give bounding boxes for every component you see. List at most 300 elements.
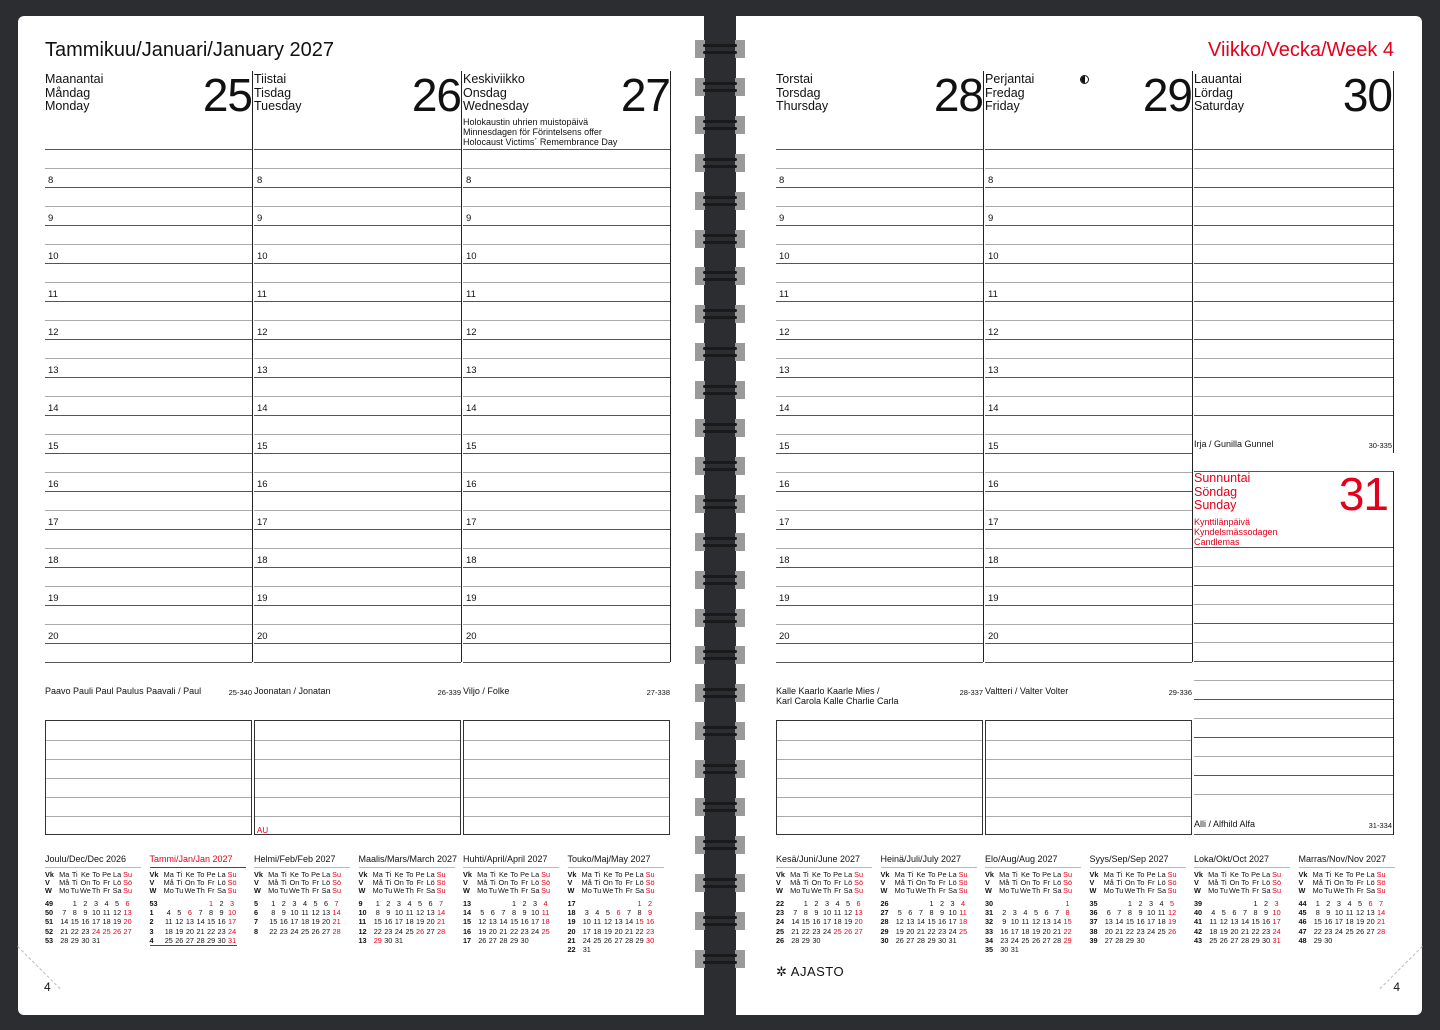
date-cell [645, 945, 656, 954]
day-column [463, 16, 672, 856]
date-cell: 28 [196, 935, 205, 945]
weekday-label: Sö [541, 878, 551, 887]
weekday-label: To [927, 878, 936, 887]
day-code: 31-334 [1368, 821, 1392, 830]
half-hour-line [1194, 756, 1393, 757]
date-cell [1146, 936, 1157, 945]
weekday-label: Fr [312, 878, 320, 887]
hour-line [985, 301, 1192, 302]
week-label: V [776, 878, 781, 887]
weekday-label: To [510, 870, 518, 879]
hour-label: 19 [988, 593, 999, 604]
holiday-note [1194, 517, 1278, 547]
day-name-line: Tisdag [254, 85, 292, 100]
date-cell: 29 [70, 935, 79, 945]
half-hour-line [776, 624, 983, 625]
hour-label: 18 [257, 555, 268, 566]
date-cell: 29 [373, 935, 382, 945]
hour-label: 11 [48, 289, 58, 300]
weekday-label: Ke [80, 870, 90, 879]
weekday-label: Sa [1261, 886, 1271, 895]
week-row [254, 908, 342, 917]
week-label: Vk [254, 870, 263, 879]
date-cell: 15 [1063, 917, 1072, 927]
date-cell: 12 [478, 917, 487, 927]
date-cell: 26 [895, 935, 904, 945]
ring-wire [703, 537, 737, 540]
holiday-line: Kyndelsmässodagen [1194, 527, 1278, 537]
day-name-line: Perjantai [985, 72, 1035, 86]
weekday-label: Su [1376, 886, 1386, 895]
weekday-label: Tu [384, 886, 393, 895]
hour-line [45, 263, 252, 264]
weekday-label: Fr [625, 878, 633, 887]
weekday-label: On [1020, 878, 1031, 887]
weekday-label: We [498, 886, 509, 895]
half-hour-line [776, 168, 983, 169]
half-hour-line [776, 586, 983, 587]
mini-calendar-grid [881, 871, 969, 945]
weekday-label: Tu [593, 886, 602, 895]
week-row [1090, 936, 1178, 945]
week-title: Viikko/Vecka/Week 4 [1207, 39, 1394, 61]
hour-label: 10 [779, 251, 790, 262]
date-cell [530, 936, 541, 945]
day-column [776, 16, 985, 856]
date-cell [603, 899, 614, 908]
half-hour-line [45, 548, 252, 549]
weekday-label: To [1136, 878, 1145, 887]
spiral-ring [695, 571, 745, 589]
half-hour-line [254, 282, 461, 283]
day-name-line: Sunday [1194, 498, 1237, 512]
date-cell: 24 [394, 926, 403, 936]
ring-wire [703, 241, 737, 244]
name-day-line: Viljo / Folke [463, 686, 510, 696]
mini-calendar-title: Elo/Aug/Aug 2027 [985, 854, 1081, 868]
day-name-line: Lördag [1194, 85, 1233, 100]
right-page [736, 16, 1422, 1015]
ring-hole-left [695, 267, 705, 285]
half-hour-line [776, 320, 983, 321]
hour-line [463, 491, 670, 492]
date-cell [1031, 899, 1042, 908]
date-cell [436, 936, 447, 945]
date-cell [958, 936, 969, 945]
weekday-label: Ke [1229, 870, 1239, 879]
hour-label: 13 [988, 365, 999, 376]
hour-label: 9 [466, 213, 472, 224]
date-cell [404, 936, 415, 945]
weekday-label: Sa [321, 886, 331, 895]
date-cell: 9 [522, 908, 527, 918]
date-cell: 25 [1021, 935, 1030, 945]
weekday-label: Lö [1262, 878, 1271, 887]
ring-hole-right [735, 40, 745, 58]
hour-line [776, 301, 983, 302]
date-cell: 7 [1379, 899, 1384, 908]
weekday-label: Ti [489, 870, 496, 879]
week-label: W [254, 886, 261, 895]
date-cell: 23 [81, 926, 90, 936]
date-cell: 27 [1366, 926, 1375, 936]
date-cell: 9 [648, 908, 653, 918]
half-hour-line [45, 358, 252, 359]
week-label: Vk [45, 870, 54, 879]
weekday-label: Fr [625, 886, 633, 895]
ring-wire [703, 506, 737, 509]
weekday-label: To [1241, 878, 1249, 887]
date-cell: 29 [1125, 935, 1134, 945]
weekday-label: Ti [385, 878, 392, 887]
ring-wire [703, 234, 737, 237]
ring-wire [703, 657, 737, 660]
week-number: 45 [1298, 908, 1307, 918]
date-cell: 6 [1368, 899, 1373, 908]
weekday-label: Må [999, 878, 1010, 887]
mini-calendar-title: Marras/Nov/Nov 2027 [1299, 854, 1395, 868]
weekday-header-row [881, 887, 969, 895]
weekday-label: Th [405, 886, 414, 895]
date-cell: 1 [803, 899, 808, 908]
half-hour-line [1194, 642, 1393, 643]
page-corner-fold [17, 946, 60, 989]
week-number: 4 [150, 936, 164, 946]
hour-label: 19 [48, 593, 59, 604]
week-row [881, 917, 969, 926]
ring-wire [703, 44, 737, 47]
week-row [776, 927, 864, 936]
date-cell [540, 936, 551, 945]
date-cell: 18 [1209, 926, 1218, 936]
date-cell: 26 [416, 926, 425, 936]
date-cell: 25 [959, 926, 968, 936]
date-cell: 25 [405, 926, 414, 936]
hour-line [254, 225, 461, 226]
date-cell [1114, 899, 1125, 908]
half-hour-line [45, 472, 252, 473]
hour-line [254, 491, 461, 492]
hour-label: 15 [988, 441, 999, 452]
hour-line [463, 301, 670, 302]
date-cell: 3 [1274, 899, 1279, 908]
weekday-label: Sa [948, 886, 958, 895]
week-label: Vk [149, 870, 159, 879]
weekday-label: Må [59, 878, 70, 887]
name-days: Irja / Gunilla Gunnel [1194, 439, 1274, 449]
hour-label: 12 [48, 327, 59, 338]
weekday-label: Ma [372, 870, 383, 879]
weekday-label: To [196, 870, 205, 879]
weekday-label: Th [300, 886, 310, 895]
notes-line [986, 759, 1191, 760]
ring-wire [703, 165, 737, 168]
sunday-column [1194, 16, 1394, 856]
ring-hole-right [735, 305, 745, 323]
date-cell: 15 [269, 917, 278, 927]
week-number: 41 [1194, 917, 1203, 927]
date-cell: 19 [895, 926, 904, 936]
hour-label: 16 [988, 479, 999, 490]
date-cell: 23 [279, 926, 288, 936]
notes-box [985, 720, 1192, 835]
ring-wire [703, 51, 737, 54]
half-hour-line [45, 434, 252, 435]
date-cell: 6 [324, 899, 329, 908]
date-cell: 16 [812, 917, 821, 927]
date-cell: 15 [927, 917, 936, 927]
week-label: W [1089, 886, 1097, 895]
date-cell: 28 [1377, 926, 1386, 936]
date-cell: 13 [322, 908, 331, 918]
date-cell: 16 [217, 917, 226, 927]
date-cell: 22 [510, 926, 519, 936]
hour-label: 14 [466, 403, 477, 414]
half-hour-line [463, 548, 670, 549]
week-row [1090, 899, 1178, 908]
date-cell: 12 [416, 908, 425, 918]
hour-line [985, 567, 1192, 568]
weekday-label: Pe [1251, 870, 1261, 879]
weekday-label: Th [927, 886, 936, 895]
weekday-label: Ma [59, 870, 70, 879]
date-cell [1052, 899, 1063, 908]
date-cell: 16 [1262, 917, 1271, 927]
week-row [463, 899, 551, 908]
weekday-label: Pe [415, 870, 425, 879]
weekday-label: We [1229, 886, 1240, 895]
date-cell: 3 [94, 899, 99, 908]
hour-line [776, 605, 983, 606]
hour-line [985, 491, 1192, 492]
notes-line [777, 816, 982, 817]
weekday-label: Fr [103, 878, 111, 887]
hour-label: 15 [466, 441, 477, 452]
date-cell: 20 [488, 926, 497, 936]
half-hour-line [45, 206, 252, 207]
date-cell [613, 945, 624, 954]
date-cell: 17 [290, 917, 299, 927]
hour-label: 9 [988, 213, 994, 224]
weekday-label: Sö [1167, 878, 1177, 887]
day-code: 26-339 [437, 688, 461, 697]
week-number: 30 [985, 899, 994, 908]
half-hour-line [45, 282, 252, 283]
hour-line [463, 415, 670, 416]
ring-wire [703, 726, 737, 729]
week-number: 50 [45, 908, 54, 918]
date-cell: 7 [1055, 908, 1060, 918]
date-cell: 28 [332, 926, 341, 936]
date-cell [1240, 899, 1251, 908]
day-name [45, 73, 103, 114]
weekday-label: To [301, 878, 309, 887]
date-cell: 5 [897, 908, 902, 918]
weekday-label: To [927, 870, 936, 879]
date-cell: 14 [791, 917, 800, 927]
week-number: 9 [358, 899, 363, 908]
date-cell: 21 [196, 926, 205, 936]
ring-wire [703, 430, 737, 433]
ring-hole-right [735, 457, 745, 475]
weekday-label: We [1020, 886, 1031, 895]
date-cell: 7 [918, 908, 923, 918]
weekday-label: To [1345, 878, 1354, 887]
date-cell: 9 [1326, 908, 1331, 918]
date-cell: 18 [959, 917, 968, 927]
date-cell: 6 [125, 899, 130, 908]
mini-calendar-title: Huhti/April/April 2027 [463, 854, 559, 868]
date-cell: 6 [1044, 908, 1049, 918]
weekday-label: La [531, 870, 540, 879]
date-cell [624, 899, 635, 908]
date-cell: 29 [207, 935, 216, 945]
weekday-label: Tu [1219, 886, 1228, 895]
weekday-label: Su [645, 870, 655, 879]
day-name-line: Keskiviikko [463, 72, 525, 86]
date-cell: 27 [854, 926, 863, 936]
week-label: W [45, 886, 52, 895]
ring-hole-left [695, 343, 705, 361]
week-number: 11 [358, 917, 367, 927]
date-cell: 26 [603, 935, 612, 945]
week-row [1299, 908, 1387, 917]
day-name [463, 73, 529, 114]
spiral-ring [695, 950, 745, 968]
ring-wire [703, 385, 737, 388]
hour-label: 12 [988, 327, 999, 338]
date-cell: 5 [480, 908, 485, 918]
hour-label: 9 [257, 213, 263, 224]
date-cell: 17 [531, 917, 540, 927]
date-cell: 2 [940, 899, 945, 908]
weekday-label: Su [854, 870, 864, 879]
date-cell: 10 [290, 908, 299, 918]
weekday-label: Lö [1157, 878, 1166, 887]
date-cell: 10 [1334, 908, 1343, 918]
half-hour-line [254, 472, 461, 473]
weekday-label: To [614, 870, 623, 879]
week-number: 49 [45, 899, 54, 908]
weekday-label: Sö [1376, 878, 1386, 887]
ring-hole-right [735, 571, 745, 589]
name-days: Alli / Alfhild Alfa [1194, 819, 1256, 829]
date-cell: 15 [1251, 917, 1260, 927]
date-cell: 4 [407, 899, 412, 908]
ring-wire [703, 461, 737, 464]
date-cell: 17 [394, 917, 403, 927]
ring-wire [703, 961, 737, 964]
notes-line [46, 759, 251, 760]
weekday-label: Fr [1252, 886, 1260, 895]
column-divider [461, 71, 462, 662]
day-name-line: Sunnuntai [1194, 471, 1251, 485]
weekday-label: Sö [645, 878, 655, 887]
week-row [1194, 936, 1282, 945]
date-cell: 10 [823, 908, 832, 918]
notes-line [464, 759, 669, 760]
day-number: 25 [202, 69, 252, 121]
date-cell: 20 [1230, 926, 1239, 936]
half-hour-line [776, 548, 983, 549]
half-hour-line [463, 168, 670, 169]
date-cell: 23 [646, 926, 655, 936]
day-number: 28 [933, 69, 983, 121]
mini-calendar-title: Helmi/Feb/Feb 2027 [254, 854, 350, 868]
hour-line [254, 605, 461, 606]
date-cell: 18 [164, 926, 173, 936]
weekday-label: Lö [844, 878, 853, 887]
day-number: 30 [1342, 69, 1392, 121]
hour-line [1194, 585, 1393, 586]
date-cell: 14 [60, 917, 69, 927]
ring-hole-left [695, 874, 705, 892]
weekday-label: To [1032, 878, 1040, 887]
weekday-label: Ti [176, 878, 183, 887]
weekday-label: Lö [217, 878, 226, 887]
date-cell: 27 [426, 926, 435, 936]
weekday-label: Pe [624, 870, 634, 879]
date-cell: 2 [648, 899, 653, 908]
ring-wire [703, 650, 737, 653]
date-cell: 8 [209, 908, 214, 918]
week-row [45, 927, 133, 936]
hour-label: 8 [48, 175, 54, 186]
notes-line [777, 759, 982, 760]
date-cell: 1 [209, 899, 214, 908]
weekday-label: Ma [477, 870, 488, 879]
date-cell: 11 [1021, 917, 1030, 927]
weekday-label: Sa [1366, 886, 1376, 895]
hour-line [45, 187, 252, 188]
date-cell: 26 [1219, 935, 1228, 945]
hour-line [776, 225, 983, 226]
date-cell: 6 [908, 908, 913, 918]
weekday-label: Tu [488, 886, 497, 895]
hour-line [463, 377, 670, 378]
weekday-label: Sa [1157, 886, 1167, 895]
date-cell: 16 [520, 917, 529, 927]
date-cell: 5 [846, 899, 851, 908]
notes-line [986, 816, 1191, 817]
half-hour-line [254, 434, 461, 435]
week-label: V [463, 878, 468, 887]
week-number: 25 [776, 926, 785, 936]
week-row [776, 908, 864, 917]
hour-line [463, 605, 670, 606]
day-code: 29-336 [1168, 688, 1192, 697]
weekday-label: Pe [1042, 870, 1052, 879]
date-cell: 9 [219, 908, 224, 918]
mini-calendar-title: Syys/Sep/Sep 2027 [1090, 854, 1186, 868]
week-row [463, 917, 551, 926]
weekday-label: Lö [948, 878, 957, 887]
hour-line [776, 415, 983, 416]
week-row [254, 917, 342, 926]
weekday-label: Ma [999, 870, 1010, 879]
week-label: V [985, 878, 990, 887]
hour-line [776, 453, 983, 454]
spiral-ring [695, 874, 745, 892]
spiral-ring [695, 609, 745, 627]
weekday-label: Fr [521, 886, 529, 895]
hour-label: 20 [257, 631, 268, 642]
weekday-label: Mo [790, 886, 801, 895]
date-cell [425, 936, 436, 945]
mini-calendar-grid [776, 871, 864, 945]
date-cell: 4 [961, 899, 966, 908]
ring-hole-right [735, 267, 745, 285]
